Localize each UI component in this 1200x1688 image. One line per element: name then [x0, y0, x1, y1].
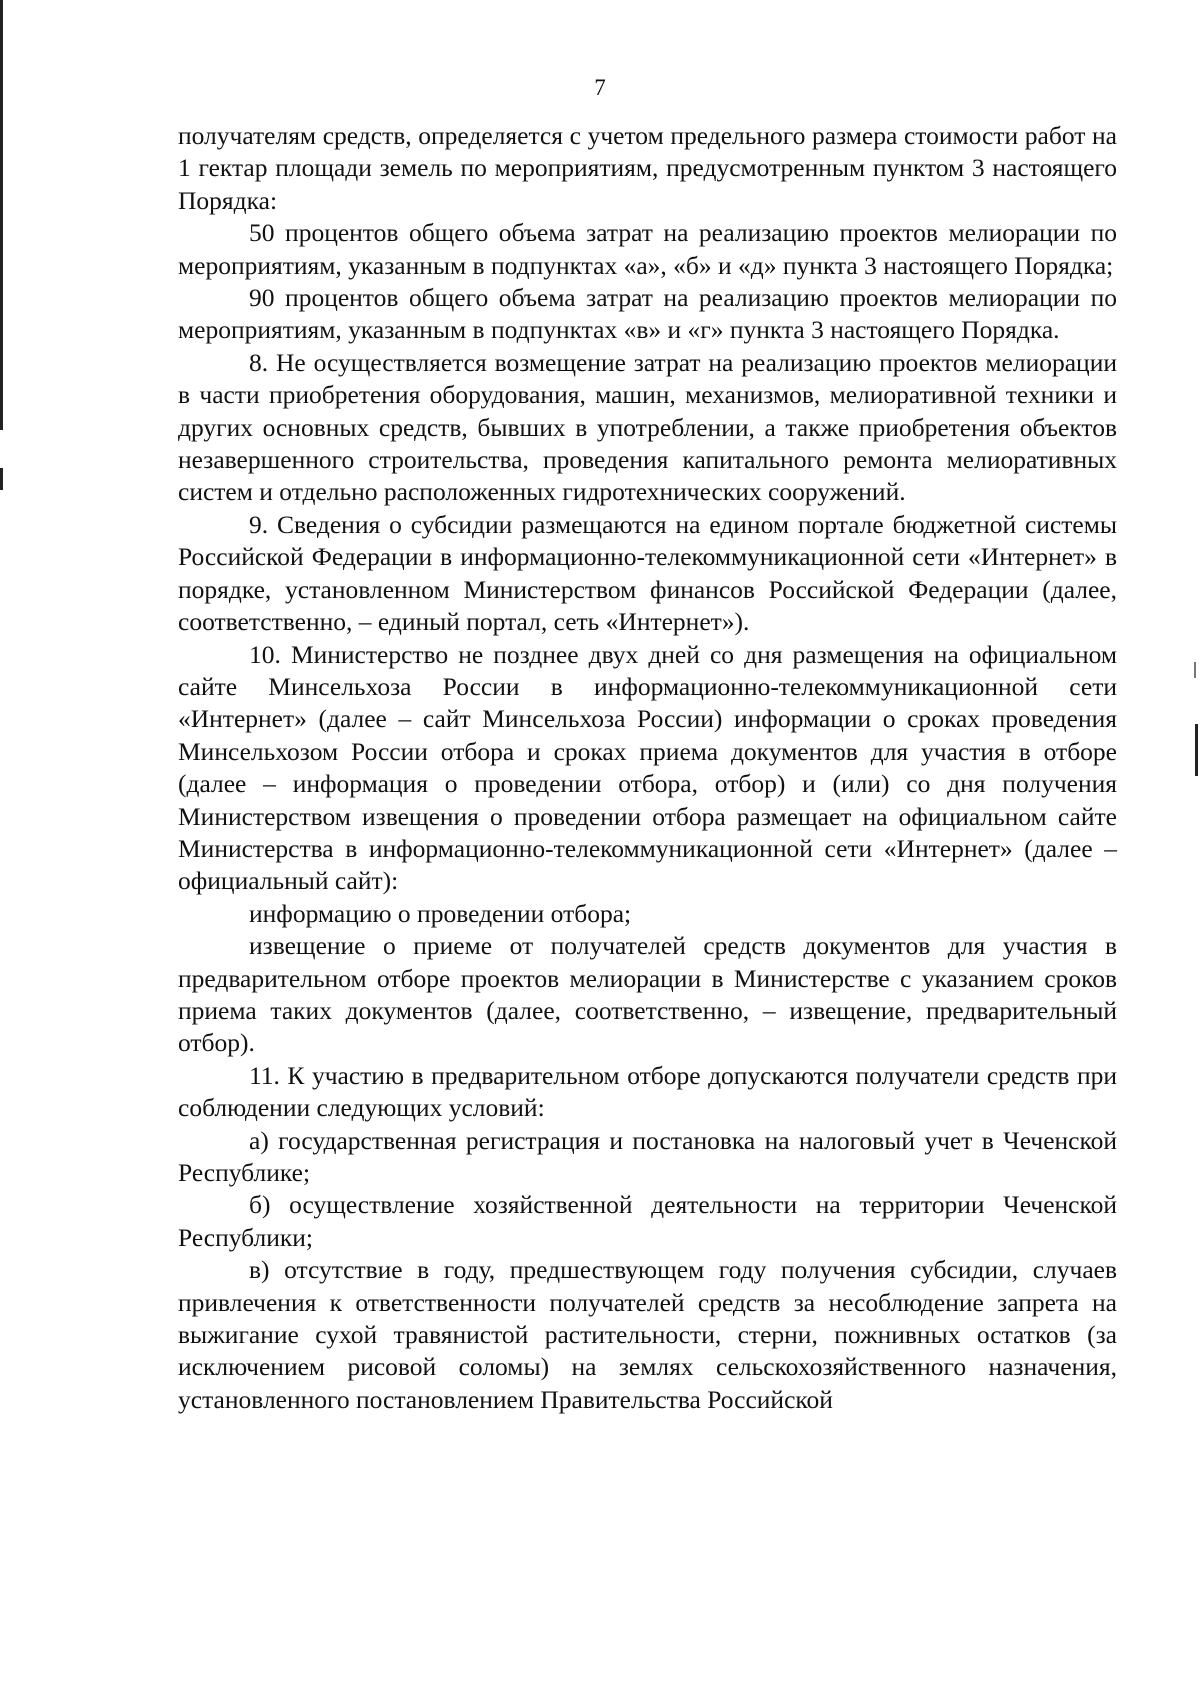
paragraph: получателям средств, определяется с учетом предельного размера стоимости работ на 1 гектар площади земель по мероприятиям, предусмотренным пунктом 3 настоящего Порядка:	[178, 121, 1117, 215]
scan-edge-mark-right-dots	[1194, 662, 1196, 678]
paragraph: 11. К участию в предварительном отборе допускаются получатели средств при соблюдении следующих условий:	[178, 1060, 1117, 1123]
paragraph: 10. Министерство не позднее двух дней со дня размещения на официальном сайте Минсельхоза России в информационно-телекоммуникационной сети «Интернет» (далее – сайт Минсельхоза России) информации о сроках проведения Минсельхозом России отбора и сроках приема документов для участия в отборе (далее – информация о проведении отбора, отбор) и (или) со дня получения Министерством извещения о проведении отбора размещает на официальном сайте Министерства в информационно-телекоммуникационной сети «Интернет» (далее – официальный сайт):	[178, 639, 1117, 896]
paragraph: 9. Сведения о субсидии размещаются на едином портале бюджетной системы Российской Федерации в информационно-телекоммуникационной сети «Интернет» в порядке, установленном Министерством финансов Российской Федерации (далее, соответственно, – единый портал, сеть «Интернет»).	[178, 509, 1117, 637]
scan-edge-mark-left-top	[0, 0, 3, 430]
paragraph: извещение о приеме от получателей средств документов для участия в предварительном отборе проектов мелиорации в Министерстве с указанием сроков приема таких документов (далее, соответственно, – извещение, предварительный отбор).	[178, 931, 1117, 1058]
paragraph: 50 процентов общего объема затрат на реализацию проектов мелиорации по мероприятиям, указанным в подпунктах «а», «б» и «д» пункта 3 настоящего Порядка;	[178, 218, 1117, 280]
paragraph: б) осуществление хозяйственной деятельности на территории Чеченской Республики;	[178, 1190, 1117, 1252]
scan-edge-mark-right	[1195, 724, 1198, 776]
paragraph: 8. Не осуществляется возмещение затрат на реализацию проектов мелиорации в части приобретения оборудования, машин, механизмов, мелиоративной техники и других основных средств, бывших в употреблении, а также приобретения объектов незавершенного строительства, проведения капитального ремонта мелиоративных систем и отдельно расположенных гидротехнических сооружений.	[178, 347, 1117, 507]
paragraph: а) государственная регистрация и постановка на налоговый учет в Чеченской Республике;	[178, 1125, 1117, 1187]
paragraph: информацию о проведении отбора;	[249, 898, 632, 928]
paragraph: 90 процентов общего объема затрат на реализацию проектов мелиорации по мероприятиям, указанным в подпунктах «в» и «г» пункта 3 настоящего Порядка.	[178, 283, 1117, 345]
scan-edge-mark-left-small	[0, 468, 3, 490]
paragraph: в) отсутствие в году, предшествующем году получения субсидии, случаев привлечения к ответственности получателей средств за несоблюдение запрета на выжигание сухой травянистой растительности, стерни, пожнивных остатков (за исключением рисовой соломы) на землях сельскохозяйственного назначения, установленного постановлением Правительства Российской	[178, 1255, 1117, 1414]
page-number: 7	[594, 75, 606, 100]
document-body	[178, 120, 1117, 1416]
